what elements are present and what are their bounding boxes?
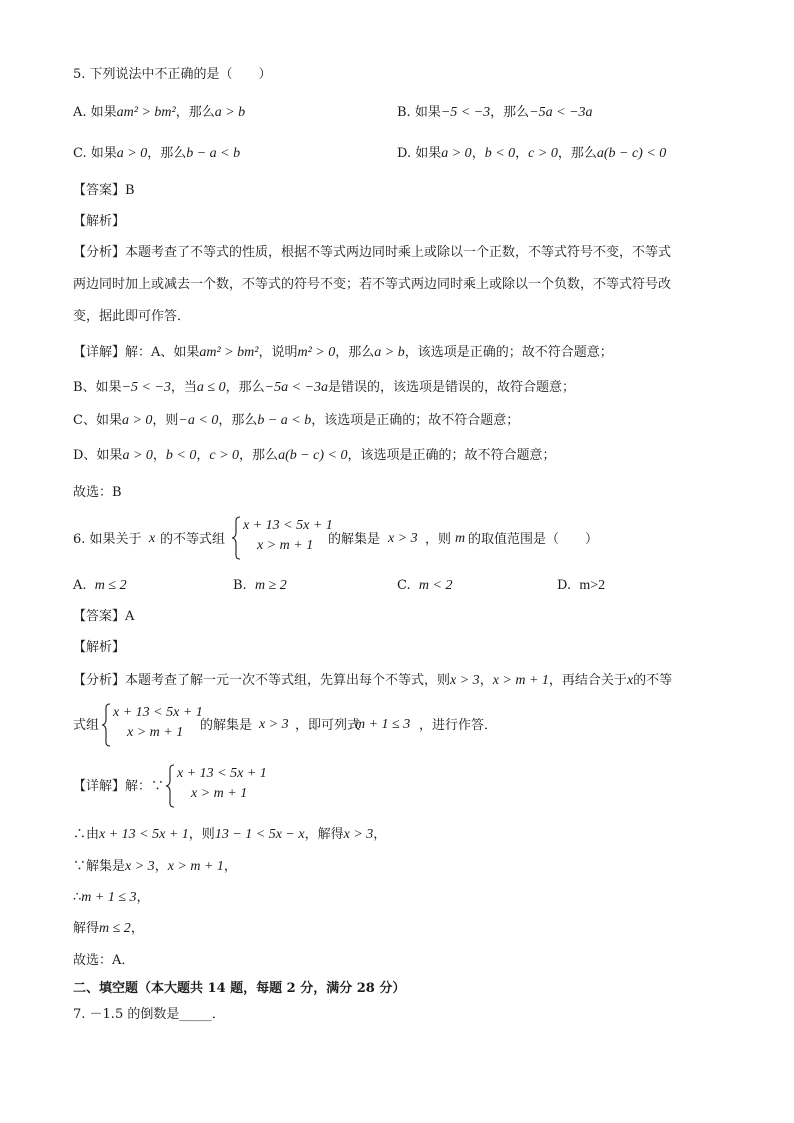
q6-option-d [557, 577, 605, 595]
text: ． [211, 1007, 225, 1022]
text: 式组 [73, 718, 100, 733]
q5-analysis-title: 【解析】 [73, 214, 126, 229]
q5-option-a [73, 104, 245, 122]
text: 的解集是 [328, 532, 381, 547]
math: a > b [374, 345, 405, 360]
option-label: C. 如果 [73, 146, 117, 161]
math: x + 13 < 5x + 1 [99, 827, 189, 842]
q5-option-b [397, 104, 593, 122]
text: ，再结合关于 [548, 673, 627, 688]
math: a(b − c) < 0 [596, 146, 667, 161]
math: x > 3 [259, 717, 289, 732]
math: am² > bm² [199, 345, 259, 360]
q6-option-a [73, 577, 127, 595]
math: c > 0 [528, 146, 558, 161]
text: ， [196, 448, 210, 463]
text: ， [471, 146, 485, 161]
q5-detail-d [73, 447, 556, 465]
q6-analysis-title: 【解析】 [73, 640, 126, 655]
text: C、如果 [73, 413, 122, 428]
text: 6. 如果关于 [73, 532, 142, 547]
math: a > 0 [122, 448, 153, 463]
system-line-1: x + 13 < 5x + 1 [243, 518, 333, 533]
q5-analysis-line: 【分析】本题考查了不等式的性质，根据不等式两边同时乘上或除以一个正数，不等式符号不变，不等式 [73, 245, 672, 260]
q5-detail-b [73, 379, 575, 397]
text: ∴由 [73, 827, 100, 842]
text: 【详解】解：A、如果 [73, 345, 200, 360]
math: −5a < −3a [264, 380, 328, 395]
math: m² > 0 [297, 345, 336, 360]
math: b − a < b [186, 146, 241, 161]
text: 【分析】本题考查了解一元一次不等式组，先算出每个不等式，则 [73, 673, 451, 688]
text: ∵解集是 [73, 859, 126, 874]
option-label: B. [233, 578, 247, 593]
text: ，解得 [304, 827, 344, 842]
text: D、如果 [73, 448, 123, 463]
text: ， [223, 859, 237, 874]
section-heading: 二、填空题（本大题共 14 题，每题 2 分，满分 28 分） [73, 981, 406, 996]
text: ，那么 [239, 448, 279, 463]
q5-option-d [397, 145, 666, 163]
q5-option-c [73, 145, 240, 163]
text: 的不等 [633, 673, 673, 688]
math: b < 0 [484, 146, 516, 161]
text: ， [373, 827, 387, 842]
math: m + 1 ≤ 3 [81, 890, 137, 905]
math: m + 1 ≤ 3 [355, 717, 411, 732]
q6-step-4 [73, 920, 144, 938]
q7-stem [73, 1006, 225, 1024]
math: a > 0 [116, 146, 148, 161]
left-brace-icon [101, 703, 111, 747]
math: x [149, 531, 156, 546]
text: ，该选项是正确的；故不符合题意； [404, 345, 613, 360]
text: ，那么 [225, 380, 265, 395]
text: ，那么 [218, 413, 258, 428]
q6-analysis-line [73, 672, 672, 690]
option-label: C. [397, 578, 411, 593]
math: a > 0 [121, 413, 153, 428]
q5-choose: 故选：B [73, 485, 122, 500]
text: ， [479, 673, 493, 688]
math: x > m + 1 [167, 859, 224, 874]
system-line-2: x > m + 1 [257, 538, 314, 553]
math: a ≤ 0 [196, 380, 226, 395]
text: ，即可列式 [295, 718, 361, 733]
text: ，那么 [557, 146, 597, 161]
math: c > 0 [209, 448, 240, 463]
text: ，那么 [175, 105, 215, 120]
q5-analysis-line: 变，据此即可作答． [73, 309, 191, 324]
text: ，那么 [147, 146, 187, 161]
system-line-1: x + 13 < 5x + 1 [177, 766, 267, 781]
text: 是错误的，该选项是错误的，故符合题意； [327, 380, 575, 395]
text: ，说明 [258, 345, 298, 360]
math: a(b − c) < 0 [278, 448, 348, 463]
math: am² > bm² [116, 105, 176, 120]
inequality-system [101, 703, 201, 747]
text: 的不等式组 [160, 532, 226, 547]
text: ， [130, 921, 144, 936]
inequality-system [231, 516, 331, 560]
math: b < 0 [165, 448, 197, 463]
math: −5 < −3 [440, 105, 491, 120]
math: m ≤ 2 [99, 921, 131, 936]
text: 的取值范围是（ ） [468, 532, 599, 547]
q6-step-1 [73, 826, 386, 844]
text: ， [136, 890, 150, 905]
q6-choose: 故选：A． [73, 953, 135, 968]
q6-option-b [233, 577, 287, 595]
q5-stem: 5. 下列说法中不正确的是（ ） [73, 67, 272, 82]
text: ，当 [170, 380, 197, 395]
q5-answer: 【答案】B [73, 183, 135, 198]
text: ，那么 [335, 345, 375, 360]
text: ，该选项是正确的；故不符合题意； [347, 448, 556, 463]
text: 解得 [73, 921, 100, 936]
text: ，则 [188, 827, 215, 842]
math: −5a < −3a [529, 105, 593, 120]
q5-detail-c [73, 412, 519, 430]
math: x > 3 [388, 531, 418, 546]
text: ， [154, 859, 168, 874]
math: −a < 0 [178, 413, 219, 428]
text: ，那么 [490, 105, 530, 120]
inequality-system [165, 764, 265, 808]
left-brace-icon [231, 516, 241, 560]
text: ∴ [73, 890, 82, 905]
math: 13 − 1 < 5x − x [214, 827, 305, 842]
text: B、如果 [73, 380, 122, 395]
text: 7. －1.5 的倒数是 [73, 1007, 180, 1022]
text: ，进行作答． [419, 718, 498, 733]
text: ， [515, 146, 529, 161]
system-line-1: x + 13 < 5x + 1 [113, 705, 203, 720]
math: m [455, 531, 466, 546]
math: x > 3 [450, 673, 480, 688]
option-label: A. 如果 [73, 105, 117, 120]
q6-step-2 [73, 858, 237, 876]
math: b − a < b [257, 413, 312, 428]
system-line-2: x > m + 1 [127, 725, 184, 740]
math: m ≥ 2 [254, 578, 287, 593]
answer-blank[interactable]: _____ [179, 1007, 212, 1022]
math: x > 3 [343, 827, 374, 842]
q5-analysis-line: 两边同时加上或减去一个数，不等式的符号不变；若不等式两边同时乘上或除以一个负数，不等式符号改 [73, 277, 672, 292]
math: m ≤ 2 [94, 578, 127, 593]
text: ，则 [152, 413, 179, 428]
math: −5 < −3 [121, 380, 171, 395]
option-label: D. [557, 578, 572, 593]
option-label: D. 如果 [397, 146, 442, 161]
math: x > m + 1 [492, 673, 549, 688]
math: a > 0 [441, 146, 472, 161]
q6-option-c [397, 577, 452, 595]
option-label: B. 如果 [397, 105, 441, 120]
text: 的解集是 [200, 718, 253, 733]
q5-detail-a [73, 344, 613, 362]
text: ，则 [425, 532, 452, 547]
system-line-2: x > m + 1 [191, 786, 248, 801]
text: 【详解】解：∵ [73, 779, 165, 794]
math: x [626, 673, 634, 688]
text: ，该选项是正确的；故不符合题意； [311, 413, 520, 428]
math: x > 3 [125, 859, 155, 874]
option-label: A. [73, 578, 87, 593]
q6-answer: 【答案】A [73, 609, 135, 624]
text: ， [152, 448, 166, 463]
math: m < 2 [418, 578, 453, 593]
math: m>2 [579, 578, 606, 593]
left-brace-icon [165, 764, 175, 808]
math: a > b [214, 105, 246, 120]
q6-step-3 [73, 889, 150, 907]
